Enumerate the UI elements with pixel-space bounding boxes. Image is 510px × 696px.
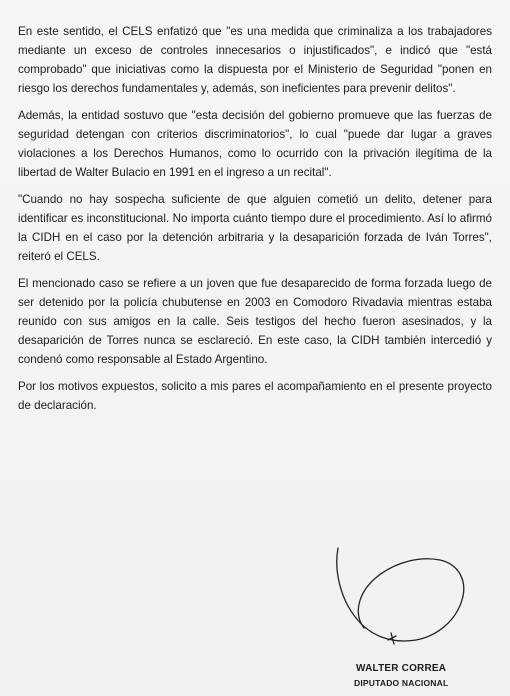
paragraph-cidh-quote: "Cuando no hay sospecha suficiente de que alguien cometió un delito, detener para identificar es inconstitucional. No importa cuánto tiempo dure el procedimiento. Así lo afirmó la CIDH en el caso por la detención arbitraria y la desaparición forzada de Iván Torres", reiteró el CELS. <box>18 193 492 263</box>
paragraph-case-description: El mencionado caso se refiere a un joven que fue desaparecido de forma forzada luego de ser detenido por la policía chubutense en 2003 en Comodoro Rivadavia mientras estaba reunido con sus amigos en la calle. Seis testigos del hecho fueron asesinados, y la desaparición de Torres nunca se esclareció. En este caso, la CIDH también intercedió y condenó como responsable al Estado Argentino. <box>18 277 492 366</box>
paragraph-entity-statement: Además, la entidad sostuvo que "esta decisión del gobierno promueve que las fuerzas de seguridad detengan con criterios discriminatorios", lo cual "puede dar lugar a graves violaciones a los Derechos Humanos, como lo ocurrido con la privación ilegítima de la libertad de Walter Bulacio en 1991 en el ingreso a un recital". <box>18 109 492 179</box>
handwritten-signature <box>330 540 480 650</box>
signatory-name: WALTER CORREA <box>356 663 447 674</box>
paragraph-closing-request: Por los motivos expuestos, solicito a mis pares el acompañamiento en el presente proyecto de declaración. <box>18 380 492 412</box>
signatory-title: DIPUTADO NACIONAL <box>354 678 449 688</box>
paragraph-cels-statement: En este sentido, el CELS enfatizó que "es una medida que criminaliza a los trabajadores mediante un exceso de controles innecesarios o injustificados", e indicó que "está comprobado" que iniciativas como la dispuesta por el Ministerio de Seguridad "ponen en riesgo los derechos fundamentales y, además, son ineficientes para prevenir delitos". <box>18 25 492 95</box>
document-body <box>18 22 492 423</box>
